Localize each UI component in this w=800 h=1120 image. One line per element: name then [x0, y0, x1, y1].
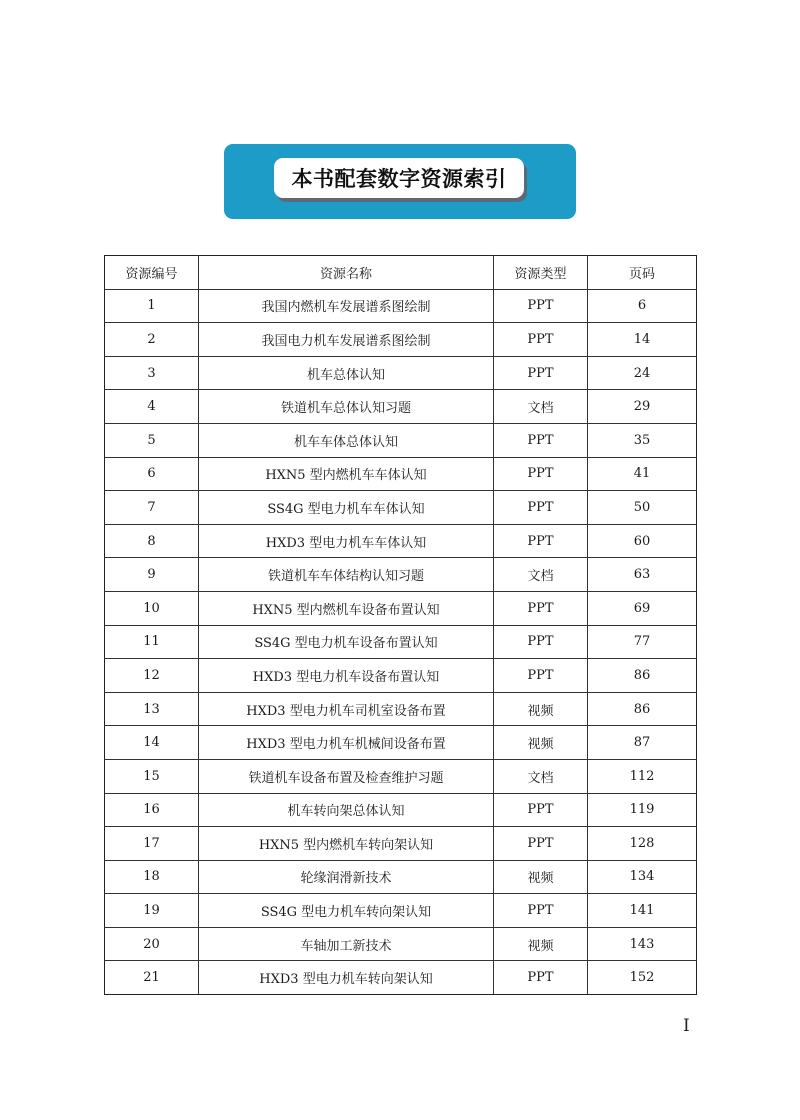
table-row [105, 524, 697, 558]
cell-resource-type: PPT [494, 894, 588, 928]
table-row [105, 692, 697, 726]
cell-resource-type: PPT [494, 659, 588, 693]
cell-resource-name: SS4G 型电力机车设备布置认知 [199, 625, 494, 659]
cell-page: 14 [588, 323, 697, 357]
cell-resource-type: 文档 [494, 390, 588, 424]
table-header-row [105, 256, 697, 290]
cell-resource-name: 机车总体认知 [199, 356, 494, 390]
cell-page: 87 [588, 726, 697, 760]
cell-resource-type: PPT [494, 457, 588, 491]
header-resource-id: 资源编号 [105, 256, 199, 290]
cell-page: 63 [588, 558, 697, 592]
cell-page: 29 [588, 390, 697, 424]
cell-resource-id: 6 [105, 457, 199, 491]
table-row [105, 390, 697, 424]
cell-page: 134 [588, 860, 697, 894]
header-resource-type: 资源类型 [494, 256, 588, 290]
table-row [105, 894, 697, 928]
table-row [105, 625, 697, 659]
table-row [105, 961, 697, 995]
cell-resource-type: PPT [494, 827, 588, 861]
cell-page: 143 [588, 927, 697, 961]
cell-page: 69 [588, 591, 697, 625]
cell-resource-name: 轮缘润滑新技术 [199, 860, 494, 894]
cell-page: 119 [588, 793, 697, 827]
cell-resource-name: 机车转向架总体认知 [199, 793, 494, 827]
cell-resource-name: HXD3 型电力机车设备布置认知 [199, 659, 494, 693]
cell-page: 77 [588, 625, 697, 659]
table-row [105, 927, 697, 961]
cell-page: 86 [588, 659, 697, 693]
cell-resource-id: 12 [105, 659, 199, 693]
cell-resource-id: 9 [105, 558, 199, 592]
cell-page: 86 [588, 692, 697, 726]
cell-resource-type: 视频 [494, 726, 588, 760]
cell-resource-name: SS4G 型电力机车转向架认知 [199, 894, 494, 928]
cell-resource-name: 我国内燃机车发展谱系图绘制 [199, 289, 494, 323]
cell-resource-name: HXD3 型电力机车机械间设备布置 [199, 726, 494, 760]
cell-resource-id: 7 [105, 491, 199, 525]
cell-resource-name: 铁道机车车体结构认知习题 [199, 558, 494, 592]
page-number: I [683, 1016, 690, 1036]
cell-resource-type: PPT [494, 591, 588, 625]
cell-resource-type: 视频 [494, 927, 588, 961]
table-row [105, 591, 697, 625]
cell-page: 50 [588, 491, 697, 525]
table-row [105, 726, 697, 760]
cell-resource-name: HXD3 型电力机车车体认知 [199, 524, 494, 558]
cell-resource-id: 1 [105, 289, 199, 323]
cell-resource-id: 3 [105, 356, 199, 390]
cell-resource-name: HXN5 型内燃机车转向架认知 [199, 827, 494, 861]
cell-resource-id: 5 [105, 423, 199, 457]
cell-resource-id: 20 [105, 927, 199, 961]
resource-index-table [104, 255, 697, 995]
cell-page: 41 [588, 457, 697, 491]
cell-resource-type: PPT [494, 323, 588, 357]
cell-resource-name: 我国电力机车发展谱系图绘制 [199, 323, 494, 357]
cell-page: 152 [588, 961, 697, 995]
cell-resource-name: SS4G 型电力机车车体认知 [199, 491, 494, 525]
cell-resource-name: 机车车体总体认知 [199, 423, 494, 457]
table-row [105, 423, 697, 457]
cell-resource-name: HXN5 型内燃机车车体认知 [199, 457, 494, 491]
header-resource-name: 资源名称 [199, 256, 494, 290]
cell-page: 24 [588, 356, 697, 390]
cell-resource-type: PPT [494, 491, 588, 525]
cell-resource-name: HXD3 型电力机车转向架认知 [199, 961, 494, 995]
cell-resource-id: 13 [105, 692, 199, 726]
cell-page: 112 [588, 759, 697, 793]
cell-resource-id: 21 [105, 961, 199, 995]
cell-resource-type: PPT [494, 423, 588, 457]
cell-page: 128 [588, 827, 697, 861]
page-title: 本书配套数字资源索引 [274, 158, 524, 198]
cell-resource-id: 4 [105, 390, 199, 424]
table-row [105, 457, 697, 491]
cell-resource-type: 视频 [494, 692, 588, 726]
cell-resource-id: 16 [105, 793, 199, 827]
cell-resource-type: PPT [494, 524, 588, 558]
table-row [105, 759, 697, 793]
cell-resource-type: 文档 [494, 558, 588, 592]
cell-resource-type: PPT [494, 961, 588, 995]
table-row [105, 491, 697, 525]
table-row [105, 860, 697, 894]
table-row [105, 558, 697, 592]
cell-resource-id: 14 [105, 726, 199, 760]
cell-resource-name: 车轴加工新技术 [199, 927, 494, 961]
cell-resource-id: 11 [105, 625, 199, 659]
table-row [105, 659, 697, 693]
cell-page: 6 [588, 289, 697, 323]
cell-resource-id: 10 [105, 591, 199, 625]
table-row [105, 323, 697, 357]
cell-resource-name: HXD3 型电力机车司机室设备布置 [199, 692, 494, 726]
cell-resource-type: 文档 [494, 759, 588, 793]
cell-resource-type: PPT [494, 625, 588, 659]
cell-resource-name: 铁道机车总体认知习题 [199, 390, 494, 424]
cell-resource-type: 视频 [494, 860, 588, 894]
cell-page: 35 [588, 423, 697, 457]
cell-resource-id: 8 [105, 524, 199, 558]
cell-resource-type: PPT [494, 793, 588, 827]
cell-resource-id: 2 [105, 323, 199, 357]
table-row [105, 793, 697, 827]
cell-resource-id: 17 [105, 827, 199, 861]
cell-resource-type: PPT [494, 289, 588, 323]
table-body [105, 289, 697, 994]
index-banner [224, 144, 576, 219]
cell-resource-name: HXN5 型内燃机车设备布置认知 [199, 591, 494, 625]
cell-resource-name: 铁道机车设备布置及检查维护习题 [199, 759, 494, 793]
table-row [105, 289, 697, 323]
cell-resource-id: 15 [105, 759, 199, 793]
table-row [105, 827, 697, 861]
cell-resource-id: 18 [105, 860, 199, 894]
cell-resource-type: PPT [494, 356, 588, 390]
cell-page: 141 [588, 894, 697, 928]
header-page: 页码 [588, 256, 697, 290]
cell-page: 60 [588, 524, 697, 558]
cell-resource-id: 19 [105, 894, 199, 928]
table-row [105, 356, 697, 390]
